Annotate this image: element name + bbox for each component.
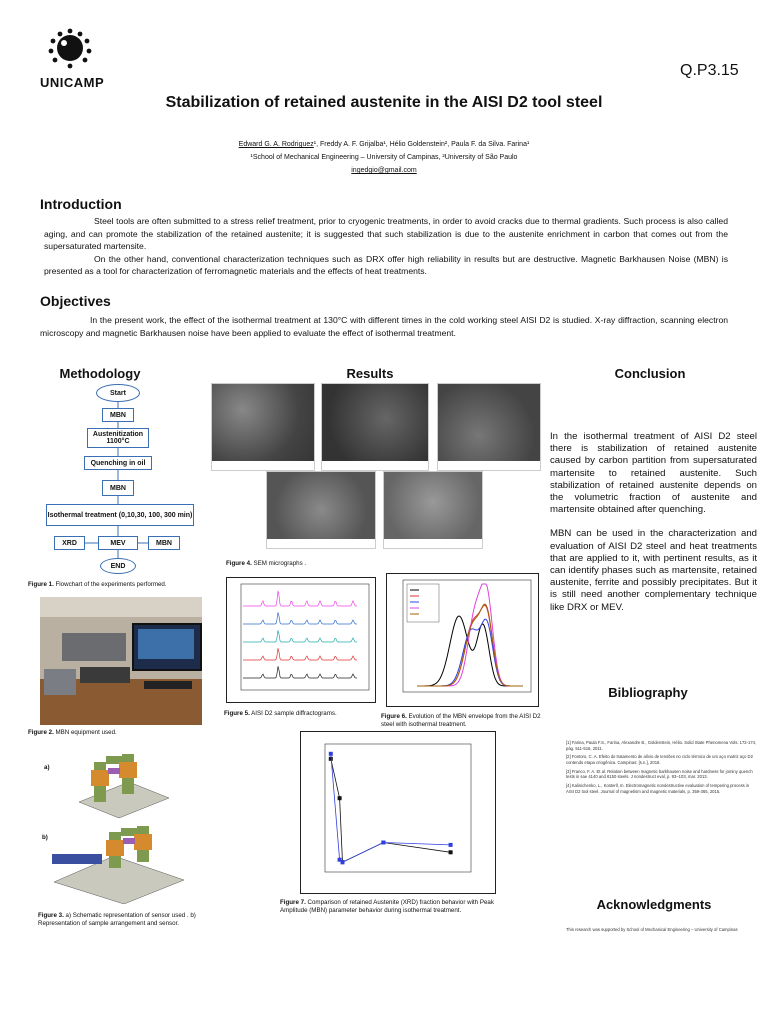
- acknowledgments-text: This research was supported by School of Mechanical Engineering – University of Campinas: [566, 927, 738, 932]
- figure-6-text: Evolution of the MBN envelope from the AISI D2 steel with isothermal treatment.: [381, 713, 541, 728]
- photo-box: [80, 667, 130, 683]
- comparison-chart: [300, 731, 496, 894]
- figure-3-caption: [38, 912, 216, 928]
- flow-isothermal: Isothermal treatment (0,10,30, 100, 300 min): [46, 504, 194, 526]
- diffractogram-chart: [226, 577, 376, 703]
- fig5-series-line: [243, 630, 357, 642]
- figure-4-caption: [226, 560, 426, 568]
- reference-item: [1] Farina, Paula F.S., Farina, Alexandre B., Goldenstein, Hélio. Solid State Phenomena Vols. 172-174, pág. 511-516, 2011.: [566, 740, 757, 751]
- sensor-drawing: [34, 742, 204, 904]
- figure-1-caption: [28, 581, 228, 589]
- authors-block: [0, 138, 768, 177]
- figure-2-caption: [28, 729, 228, 737]
- fig5-series-line: [243, 666, 357, 678]
- mbn-envelope-plot: [387, 574, 538, 706]
- mbn-envelope-chart: [386, 573, 539, 707]
- figure-2-text: MBN equipment used.: [53, 729, 117, 736]
- affiliations: ¹School of Mechanical Engineering – University of Campinas, ²University of São Paulo: [250, 154, 518, 161]
- first-author: Edward G. A. Rodriguez: [238, 141, 314, 148]
- sem-image-1-footer: [212, 461, 314, 470]
- reference-item: [4] Kalinichenko, L., Kosterll, m. Electromagnetic nondestructive evaluation of tempering process in AISI D2 tool steel. Journal of magnetism and magnetic materials, p. 359-365, 2015.: [566, 783, 750, 794]
- sem-image-5: [383, 471, 483, 549]
- photo-monitor-screen: [138, 629, 194, 659]
- sem-image-3-footer: [438, 461, 540, 470]
- sem-image-4: [266, 471, 376, 549]
- fig7-series-line: [331, 759, 451, 862]
- sensor-schematic: [34, 742, 204, 904]
- results-heading: Results: [346, 366, 394, 381]
- figure-5-label: Figure 5.: [224, 710, 250, 717]
- flow-start: Start: [96, 384, 140, 402]
- sem-micrographs: [211, 383, 541, 553]
- methodology-heading: Methodology: [59, 366, 141, 381]
- conclusion-text: [550, 431, 757, 626]
- co-authors: ¹, Freddy A. F. Grijalba¹, Hélio Goldenstein², Paula F. da Silva. Farina¹: [313, 141, 530, 148]
- introduction-paragraph-1: Steel tools are often submitted to a stress relief treatment, prior to cryogenic treatments, in order to avoid cracks due to thermal gradients. Such process is also called aging, and can promote the stabilization of the retained austenite; it is suggested that such stabilization is due to the austenite enrichment in carbon that comes out from the supersaturated martensite.: [44, 216, 728, 251]
- objectives-text: [40, 314, 728, 339]
- flow-mbn-3: MBN: [148, 536, 180, 550]
- sem-image-3: [437, 383, 541, 471]
- flow-mev: MEV: [98, 536, 138, 550]
- figure-4-text: SEM micrographs .: [251, 560, 307, 567]
- sem-image-2: [321, 383, 429, 471]
- sem-image-1: [211, 383, 315, 471]
- flow-mbn-2: MBN: [102, 480, 134, 496]
- fig5-series-line: [243, 591, 357, 606]
- unicamp-logo: [40, 28, 105, 90]
- figure-7-label: Figure 7.: [280, 899, 306, 906]
- reference-item: [2] Fontoro, C. A. Efeito do tratamento de alívio de tensões no ciclo térmico de um aço matriz aço D2 contendo etapa criogênica. Campinas: [s.n.], 2016.: [566, 754, 753, 765]
- poster-title: Stabilization of retained austenite in the AISI D2 tool steel: [165, 94, 603, 111]
- bibliography-list: [566, 740, 758, 798]
- figure-7-text: Comparison of retained Austenite (XRD) fraction behavior with Peak Amplitude (MBN) parameter behavior during isothermal treatment.: [280, 899, 494, 914]
- figure-3-text: a) Schematic representation of sensor used . b) Representation of sample arrangement and sensor.: [38, 912, 196, 927]
- logo-emblem-icon: [40, 28, 100, 70]
- introduction-heading: Introduction: [40, 196, 122, 212]
- flow-austenitization: Austenitization 1100°C: [87, 428, 149, 448]
- figure-2-label: Figure 2.: [28, 729, 54, 736]
- conclusion-heading: Conclusion: [614, 366, 686, 381]
- acknowledgments-heading: Acknowledgments: [596, 897, 712, 912]
- flow-quenching: Quenching in oil: [84, 456, 152, 470]
- sem-image-5-footer: [384, 539, 482, 548]
- comparison-plot: [301, 732, 495, 893]
- mbn-equipment-photo: [40, 597, 202, 725]
- figure-6-label: Figure 6.: [381, 713, 407, 720]
- conclusion-paragraph-2: MBN can be used in the characterization and evaluation of AISI D2 steel and heat treatments that are applied to it, with pertinent results, as it can identify phases such as martensite, retained austenite, ferrite and possibly precipitates. But it is still need another complementary technique like DRX or MEV.: [550, 528, 757, 613]
- photo-instrument: [62, 633, 126, 661]
- photo-shelf: [40, 597, 202, 617]
- schematic-label-b: b): [42, 834, 48, 841]
- figure-4-label: Figure 4.: [226, 560, 252, 567]
- figure-7-caption: [280, 899, 512, 915]
- schematic-label-a: a): [44, 764, 50, 771]
- figure-6-caption: [381, 713, 551, 729]
- conclusion-paragraph-1: In the isothermal treatment of AISI D2 steel there is stabilization of retained austenite caused by carbon partition from supersaturated martensite to retained austenite. Such stabilization of retained austenite depends on the volumetric fraction of austenite and martensite obtained after quenching.: [550, 431, 757, 516]
- diffractogram-plot: [227, 578, 375, 702]
- photo-keyboard: [144, 681, 192, 689]
- poster-code: Q.P3.15: [680, 62, 739, 79]
- figure-1-text: Flowchart of the experiments performed.: [53, 581, 167, 588]
- flow-xrd: XRD: [54, 536, 85, 550]
- introduction-text: [44, 215, 728, 278]
- objectives-paragraph: In the present work, the effect of the isothermal treatment at 130°C with different times in the cold working steel AISI D2 is studied. X-ray diffraction, scanning electron microscopy and magnetic Barkhausen noise have been applied to evaluate the effect of isothermal treatment.: [40, 315, 728, 338]
- introduction-paragraph-2: On the other hand, conventional characterization techniques such as DRX offer high reliability in results but are destructive. Magnetic Barkhausen Noise (MBN) is presented as a tool for characterization of ferromagnetic materials and the effects of heat treatments.: [44, 253, 728, 276]
- fig5-plot-frame: [241, 584, 369, 690]
- figure-5-text: AISI D2 sample diffractograms.: [249, 710, 337, 717]
- figure-1-label: Figure 1.: [28, 581, 54, 588]
- sem-image-4-footer: [267, 539, 375, 548]
- reference-item: [3] Franco, F. A. Et al. Relation between magnetic barkhausen noise and hardness for jominy quench tests in sae 4140 and 6150 steels. J nondestruct eval, p. 93–103, mar. 2013.: [566, 768, 753, 780]
- figure-5-caption: [224, 710, 384, 718]
- logo-text: UNICAMP: [40, 75, 105, 90]
- authors-line: [0, 138, 768, 151]
- flowchart: [40, 382, 230, 578]
- fig7-series-line: [331, 754, 451, 862]
- flow-end: END: [100, 558, 136, 574]
- fig5-series-line: [243, 648, 357, 660]
- fig5-series-line: [243, 612, 357, 624]
- sem-image-2-footer: [322, 461, 428, 470]
- flow-mbn-1: MBN: [102, 408, 134, 422]
- figure-3-label: Figure 3.: [38, 912, 64, 919]
- objectives-heading: Objectives: [40, 293, 111, 309]
- bibliography-heading: Bibliography: [608, 685, 688, 700]
- photo-sensor: [44, 669, 76, 695]
- contact-email[interactable]: ingedgio@gmail.com: [351, 167, 417, 174]
